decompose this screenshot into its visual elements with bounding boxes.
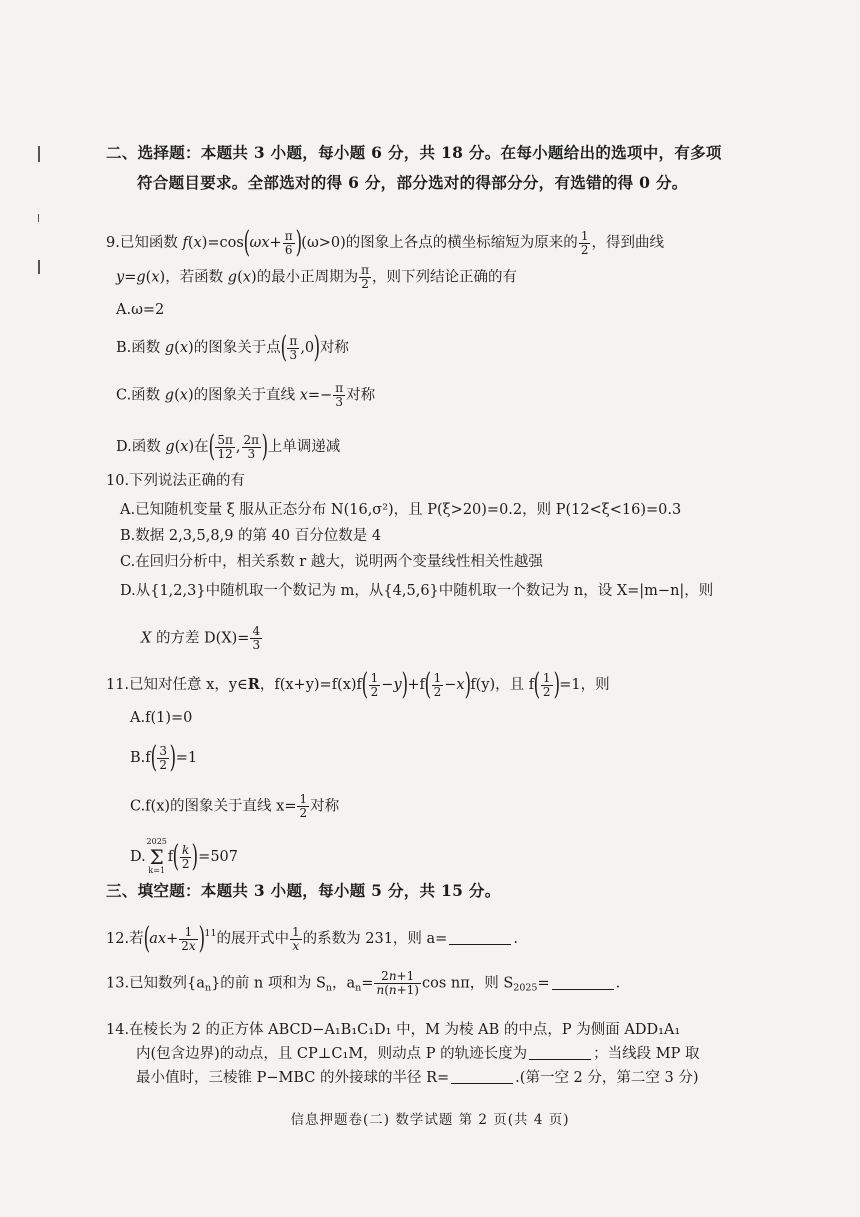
question-13: 13.已知数列$\{a_n\}$的前 n 项和为 $S_n$，$a_n=$ $\frac{2n+1}{n(n+1)}$ cos nπ，则 $S_{2025}=$ . xyxy=(106,969,621,997)
question-12: 12.若(ax+ $\frac{1}{2x}$ )$^{11}$的展开式中 $\frac{1}{x}$ 的系数为 231，则 a= . xyxy=(106,921,518,956)
section-2-title: 二、选择题：本题共 3 小题，每小题 6 分，共 18 分。在每小题给出的选项中，有多项 xyxy=(106,143,722,162)
margin-mark xyxy=(38,214,39,222)
fraction: $\frac{1}{x}$ xyxy=(292,924,300,953)
question-9-stem-cont: y=g(x)，若函数 g(x)的最小正周期为 $\frac{\pi}{2}$ ，则下列结论正确的有 xyxy=(116,263,518,291)
fraction: $\frac{5\pi}{12}$ xyxy=(217,432,233,461)
fraction: $\frac{1}{2x}$ xyxy=(181,924,196,953)
fraction: $\frac{1}{2}$ xyxy=(580,228,589,257)
question-14-line-2: 内(包含边界)的动点，且 CP⊥C₁M，则动点 P 的轨迹长度为 ；当线段 MP 取 xyxy=(136,1046,700,1062)
section-3-title: 三、填空题：本题共 3 小题，每小题 5 分，共 15 分。 xyxy=(106,881,501,900)
margin-mark xyxy=(38,260,40,274)
q10-option-d: D.从{1,2,3}中随机取一个数记为 m，从{4,5,6}中随机取一个数记为 n，设 X=|m−n|，则 xyxy=(120,583,714,599)
q9-option-a: A.ω=2 xyxy=(116,302,165,318)
fraction: $\frac{\pi}{6}$ xyxy=(284,228,293,257)
fraction: $\frac{\pi}{3}$ xyxy=(289,333,298,362)
answer-blank[interactable] xyxy=(552,975,614,990)
fraction: $\frac{1}{2}$ xyxy=(370,670,379,699)
question-10-stem: 10.下列说法正确的有 xyxy=(106,473,246,489)
question-11-stem: 11.已知对任意 x，y∈R，f(x+y)=f(x)f( $\frac{1}{2}$ −y)+f( $\frac{1}{2}$ −x)f(y)，且 f( $\frac{1}{2}$ )=1，则 xyxy=(106,667,610,702)
margin-mark xyxy=(38,146,40,162)
question-number: 11. xyxy=(106,677,130,693)
q10-option-a: A.已知随机变量 ξ 服从正态分布 N(16,σ²)，且 P(ξ>20)=0.2，则 P(12<ξ<16)=0.3 xyxy=(120,502,682,518)
fraction: $\frac{\pi}{2}$ xyxy=(361,263,370,291)
question-number: 12. xyxy=(106,931,130,947)
fraction: $\frac{4}{3}$ xyxy=(252,624,261,652)
q10-option-b: B.数据 2,3,5,8,9 的第 40 百分位数是 4 xyxy=(120,528,382,544)
question-14-line-1: 14.在棱长为 2 的正方体 ABCD−A₁B₁C₁D₁ 中，M 为棱 AB 的中点，P 为侧面 ADD₁A₁ xyxy=(106,1022,681,1038)
q11-option-b: B.f( $\frac{3}{2}$ )=1 xyxy=(130,740,198,775)
q9-option-c: C.函数 g(x)的图象关于直线 x=− $\frac{\pi}{3}$ 对称 xyxy=(116,381,376,409)
q11-option-c: C.f(x)的图象关于直线 x= $\frac{1}{2}$ 对称 xyxy=(130,792,340,820)
section-2-title-cont: 符合题目要求。全部选对的得 6 分，部分选对的得部分分，有选错的得 0 分。 xyxy=(137,173,688,192)
question-number: 13. xyxy=(106,975,130,992)
page-footer: 信息押题卷(二) 数学试题 第 2 页(共 4 页) xyxy=(290,1112,570,1128)
q10-option-d-cont: X 的方差 D(X)= $\frac{4}{3}$ xyxy=(141,624,261,652)
fraction: $\frac{1}{2}$ xyxy=(542,670,551,699)
fraction: $\frac{\pi}{3}$ xyxy=(335,381,344,409)
q9-option-b: B.函数 g(x)的图象关于点( $\frac{\pi}{3}$ ,0)对称 xyxy=(116,330,349,365)
question-14-line-3: 最小值时，三棱锥 P−MBC 的外接球的半径 R= .(第一空 2 分，第二空 3 分) xyxy=(136,1070,699,1086)
answer-blank[interactable] xyxy=(449,930,511,945)
fraction: $\frac{1}{2}$ xyxy=(433,670,442,699)
q9-option-d: D.函数 g(x)在( $\frac{5\pi}{12}$ , $\frac{2\pi}{3}$ )上单调递减 xyxy=(116,429,341,464)
q10-option-c: C.在回归分析中，相关系数 r 越大，说明两个变量线性相关性越强 xyxy=(120,554,543,570)
q11-option-d: D. 2025 Σ k=1 f( $\frac{k}{2}$ )=507 xyxy=(130,837,238,875)
q11-option-a: A.f(1)=0 xyxy=(130,710,193,726)
fraction: $\frac{2\pi}{3}$ xyxy=(243,432,260,461)
fraction: $\frac{k}{2}$ xyxy=(181,842,190,871)
answer-blank[interactable] xyxy=(529,1045,591,1060)
fraction: $\frac{2n+1}{n(n+1)}$ xyxy=(376,969,419,997)
fraction: $\frac{1}{2}$ xyxy=(299,792,308,820)
answer-blank[interactable] xyxy=(451,1069,513,1084)
fraction: $\frac{3}{2}$ xyxy=(159,743,167,772)
summation: 2025 Σ k=1 xyxy=(146,837,167,875)
question-number: 9. xyxy=(106,235,120,251)
question-9-stem: 9.已知函数 f(x)=cos(ωx+ $\frac{\pi}{6}$ )(ω>0)的图象上各点的横坐标缩短为原来的 $\frac{1}{2}$ ，得到曲线 xyxy=(106,225,664,260)
